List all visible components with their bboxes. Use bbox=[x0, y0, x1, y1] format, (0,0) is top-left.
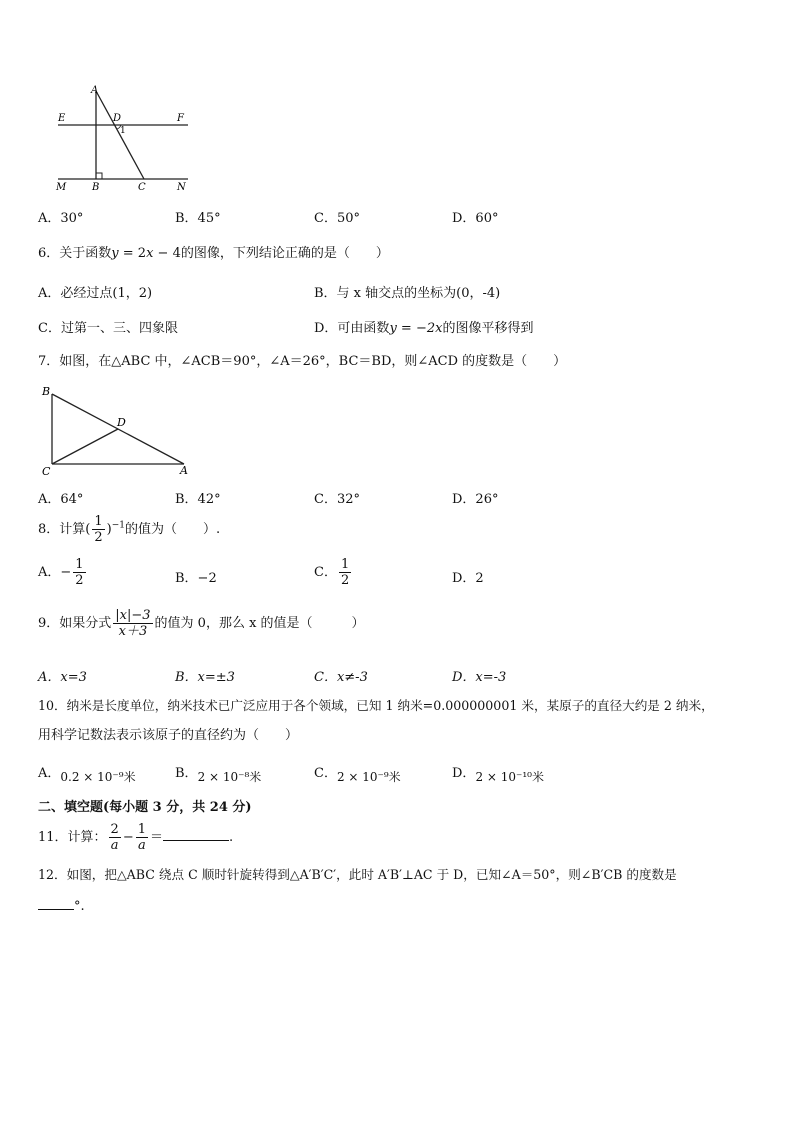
label-e: E bbox=[58, 113, 66, 124]
label-c: C bbox=[42, 465, 51, 477]
q8-option-c[interactable]: C． $\frac{1}{2}$ bbox=[314, 557, 350, 588]
q10-stem-line1: 10．纳米是长度单位，纳米技术已广泛应用于各个领域，已知 1 纳米=0.000000001 米，某原子的直径大约是 2 纳米， bbox=[38, 698, 714, 713]
q5-option-a[interactable]: A．30° bbox=[38, 211, 84, 226]
label-1: 1 bbox=[120, 126, 126, 136]
q10-option-c[interactable]: C．2 × 10⁻⁹米 bbox=[314, 766, 401, 784]
q9-option-d[interactable]: D．x=-3 bbox=[452, 670, 507, 685]
label-m: M bbox=[56, 182, 67, 193]
label-f: F bbox=[177, 113, 184, 124]
q10-option-d[interactable]: D．2 × 10⁻¹⁰米 bbox=[452, 766, 544, 784]
q9-option-b[interactable]: B．x=±3 bbox=[175, 670, 235, 685]
q7-option-a[interactable]: A．64° bbox=[38, 492, 84, 507]
q11-fraction-1: $\frac{2}{a}$ bbox=[110, 822, 119, 853]
q5-option-b[interactable]: B．45° bbox=[175, 211, 221, 226]
q8-stem: 8．计算( $\frac{1}{2}$ )$^{-1}$的值为（ ）. bbox=[38, 514, 221, 545]
q6-stem: 6．关于函数y = 2x − 4的图像，下列结论正确的是（ ） bbox=[38, 246, 389, 261]
q7-figure bbox=[38, 382, 198, 477]
right-angle-mark bbox=[96, 173, 102, 179]
q12-stem-line2: °. bbox=[38, 897, 85, 916]
q12-stem-line1: 12．如图，把△ABC 绕点 C 顺时针旋转得到△A′B′C′，此时 A′B′⊥AC 于 D，已知∠A＝50°，则∠B′CB 的度数是 bbox=[38, 867, 677, 882]
q7-option-b[interactable]: B．42° bbox=[175, 492, 221, 507]
q9-option-c[interactable]: C．x≠-3 bbox=[314, 670, 368, 685]
q10-stem-line2: 用科学记数法表示该原子的直径约为（ ） bbox=[38, 728, 299, 743]
q10-option-a[interactable]: A．0.2 × 10⁻⁹米 bbox=[38, 766, 136, 784]
q9-fraction: $\frac{|x|-3}{x+3}$ bbox=[115, 608, 151, 639]
label-c: C bbox=[138, 182, 146, 193]
q6-option-b[interactable]: B．与 x 轴交点的坐标为(0，-4) bbox=[314, 286, 501, 301]
q6-option-a[interactable]: A．必经过点(1，2) bbox=[38, 286, 153, 301]
q7-stem: 7．如图，在△ABC 中，∠ACB＝90°，∠A＝26°，BC＝BD，则∠ACD 的度数是（ ） bbox=[38, 354, 567, 369]
q9-option-a[interactable]: A．x=3 bbox=[38, 670, 87, 685]
section-title: 二、填空题(每小题 3 分，共 24 分) bbox=[38, 800, 252, 815]
label-b: B bbox=[42, 385, 51, 398]
label-d: D bbox=[117, 416, 126, 429]
q8-fraction: $\frac{1}{2}$ bbox=[94, 514, 103, 545]
q5-option-c[interactable]: C．50° bbox=[314, 211, 360, 226]
q11-fraction-2: $\frac{1}{a}$ bbox=[137, 822, 147, 853]
label-a: A bbox=[91, 85, 99, 96]
q12-answer-blank[interactable] bbox=[38, 897, 74, 910]
q11-answer-blank[interactable] bbox=[163, 828, 229, 841]
label-n: N bbox=[177, 182, 186, 193]
q10-option-b[interactable]: B．2 × 10⁻⁸米 bbox=[175, 766, 262, 784]
q5-option-d[interactable]: D．60° bbox=[452, 211, 499, 226]
q7-option-c[interactable]: C．32° bbox=[314, 492, 360, 507]
q11-stem: 11．计算： $\frac{2}{a}$ − $\frac{1}{a}$ ＝ . bbox=[38, 822, 234, 853]
q8-option-a[interactable]: A．− $\frac{1}{2}$ bbox=[38, 557, 84, 588]
q7-option-d[interactable]: D．26° bbox=[452, 492, 499, 507]
label-d: D bbox=[113, 113, 122, 124]
q9-stem: 9．如果分式 $\frac{|x|-3}{x+3}$ 的值为 0，那么 x 的值是（ ） bbox=[38, 608, 365, 639]
q8-option-d[interactable]: D．2 bbox=[452, 571, 484, 586]
q5-figure bbox=[50, 82, 200, 194]
q6-option-d[interactable]: D．可由函数y = −2x的图像平移得到 bbox=[314, 321, 534, 336]
label-a: A bbox=[180, 464, 188, 477]
label-b: B bbox=[92, 182, 100, 193]
q6-option-c[interactable]: C．过第一、三、四象限 bbox=[38, 321, 178, 336]
q8-option-b[interactable]: B．−2 bbox=[175, 571, 217, 586]
segment-cd bbox=[52, 429, 118, 464]
